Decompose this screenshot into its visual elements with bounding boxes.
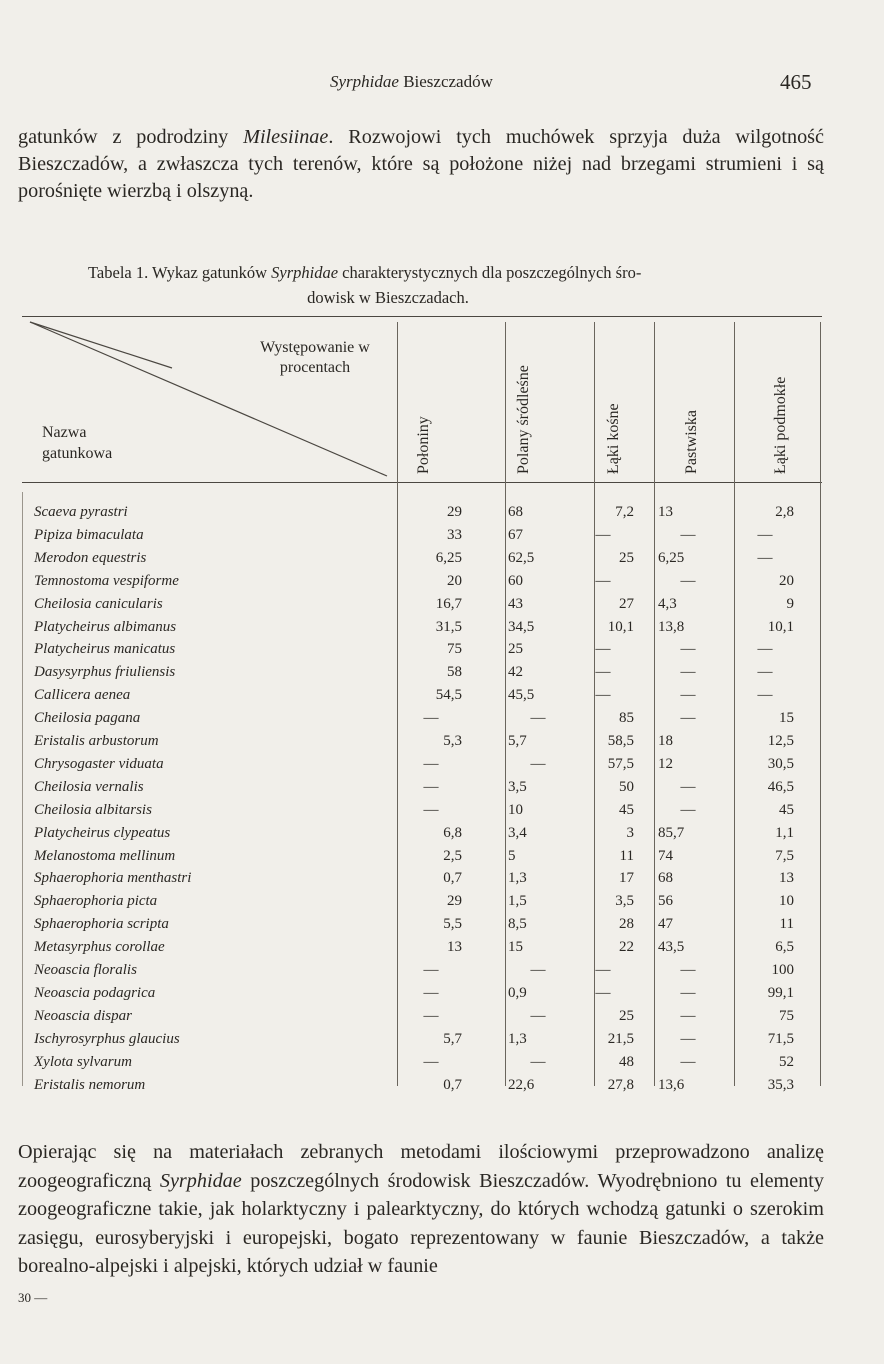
- percentage-cell: —: [680, 962, 696, 978]
- percentage-cell: 85,7: [658, 824, 685, 841]
- percentage-cell: —: [530, 755, 546, 772]
- percentage-cell: 25: [508, 641, 523, 658]
- occurrence-header: Występowanie w procentach: [260, 339, 370, 376]
- percentage-cell: 0,7: [443, 1076, 462, 1093]
- percentage-cell: 6,25: [658, 549, 685, 566]
- table-row: [22, 731, 822, 754]
- table-row: [22, 548, 822, 571]
- species-name: Ischyrosyrphus glaucius: [34, 1030, 180, 1047]
- percentage-cell: 10: [779, 893, 794, 910]
- percentage-cell: —: [680, 664, 696, 681]
- table-header-rule: [22, 482, 822, 483]
- percentage-cell: —: [530, 1053, 546, 1070]
- table-row: [22, 960, 822, 983]
- percentage-cell: 35,3: [767, 1076, 794, 1093]
- percentage-cell: —: [530, 962, 546, 978]
- percentage-cell: 85: [619, 710, 634, 727]
- species-name: Platycheirus clypeatus: [34, 824, 171, 841]
- species-name: Cheilosia pagana: [34, 710, 141, 727]
- percentage-cell: 1,5: [508, 893, 527, 910]
- column-header: Łąki kośne: [605, 403, 622, 474]
- percentage-cell: —: [680, 710, 696, 727]
- percentage-cell: 2,5: [443, 847, 462, 864]
- percentage-cell: —: [423, 755, 439, 772]
- species-name: Neoascia podagrica: [34, 984, 156, 1001]
- table-row: [22, 868, 822, 891]
- percentage-cell: —: [595, 984, 611, 1001]
- percentage-cell: 1,1: [775, 824, 794, 841]
- species-name: Xylota sylvarum: [34, 1053, 132, 1070]
- percentage-cell: 28: [619, 916, 634, 933]
- table-row: [22, 639, 822, 662]
- percentage-cell: —: [595, 664, 611, 681]
- percentage-cell: 74: [658, 847, 673, 864]
- percentage-cell: 10,1: [767, 618, 794, 635]
- table-row: [22, 662, 822, 685]
- signature-mark: 30 —: [18, 1290, 48, 1305]
- percentage-cell: 4,3: [658, 595, 677, 612]
- column-header: Pastwiska: [683, 410, 700, 474]
- species-name: Melanostoma mellinum: [34, 847, 176, 864]
- column-header: Łąki podmokłe: [772, 376, 789, 474]
- percentage-cell: 10: [508, 801, 523, 818]
- table-row: [22, 800, 822, 823]
- percentage-cell: 5,7: [508, 733, 527, 749]
- percentage-cell: —: [680, 1007, 696, 1024]
- percentage-cell: 6,8: [443, 824, 462, 841]
- species-name: Metasyrphus corollae: [34, 939, 165, 956]
- percentage-cell: 5,3: [443, 733, 462, 749]
- paragraph-intro: gatunków z podrodziny Milesiinae. Rozwojowi tych muchówek sprzyja duża wilgotność Bieszczadów, a zwłaszcza tych terenów, które są położone niżej nad brzegami strumieni i są porośnięte wierzbą i olszyną.: [18, 126, 824, 202]
- percentage-cell: 29: [447, 504, 462, 520]
- percentage-cell: —: [595, 641, 611, 658]
- percentage-cell: 43,5: [658, 939, 685, 956]
- percentage-cell: 42: [508, 664, 523, 681]
- percentage-cell: 11: [619, 847, 634, 864]
- percentage-cell: —: [423, 801, 439, 818]
- percentage-cell: 21,5: [607, 1030, 634, 1047]
- percentage-cell: —: [757, 664, 773, 681]
- percentage-cell: 58,5: [607, 733, 634, 749]
- percentage-cell: 5: [508, 847, 516, 864]
- table-row: [22, 937, 822, 960]
- percentage-cell: —: [680, 526, 696, 543]
- table-row: [22, 1006, 822, 1029]
- percentage-cell: 13: [658, 504, 673, 520]
- species-name: Pipiza bimaculata: [34, 526, 144, 543]
- percentage-cell: 10,1: [607, 618, 634, 635]
- species-name: Callicera aenea: [34, 687, 131, 704]
- species-name: Sphaerophoria menthastri: [34, 870, 192, 887]
- percentage-cell: —: [530, 1007, 546, 1024]
- species-name: Chrysogaster viduata: [34, 755, 164, 772]
- species-name: Sphaerophoria scripta: [34, 916, 169, 933]
- percentage-cell: 7,2: [615, 504, 634, 520]
- percentage-cell: 13: [779, 870, 794, 887]
- percentage-cell: 7,5: [775, 847, 794, 864]
- species-name: Eristalis arbustorum: [34, 733, 159, 749]
- percentage-cell: 45,5: [508, 687, 535, 704]
- percentage-cell: 18: [658, 733, 673, 749]
- percentage-cell: —: [680, 1030, 696, 1047]
- percentage-cell: 56: [658, 893, 673, 910]
- species-name: Neoascia dispar: [34, 1007, 132, 1024]
- page-number: 465: [780, 70, 812, 94]
- percentage-cell: 22: [619, 939, 634, 956]
- percentage-cell: 17: [619, 870, 634, 887]
- percentage-cell: 0,7: [443, 870, 462, 887]
- species-name: Eristalis nemorum: [34, 1076, 146, 1093]
- species-name: Dasysyrphus friuliensis: [34, 664, 176, 681]
- percentage-cell: 20: [447, 572, 462, 589]
- name-header: Nazwa gatunkowa: [42, 424, 113, 462]
- percentage-cell: 25: [619, 1007, 634, 1024]
- column-header: Połoniny: [415, 416, 432, 474]
- percentage-cell: 9: [786, 595, 794, 612]
- percentage-cell: 46,5: [767, 778, 794, 795]
- table-row: [22, 823, 822, 846]
- percentage-cell: 58: [447, 664, 462, 681]
- percentage-cell: —: [595, 572, 611, 589]
- percentage-cell: —: [423, 710, 439, 727]
- percentage-cell: 99,1: [767, 984, 794, 1001]
- table-row: [22, 708, 822, 731]
- table-row: [22, 502, 822, 525]
- species-name: Cheilosia vernalis: [34, 778, 144, 795]
- percentage-cell: 33: [447, 526, 462, 543]
- percentage-cell: —: [423, 1053, 439, 1070]
- table-row: [22, 1052, 822, 1075]
- running-title: Syrphidae Bieszczadów: [330, 72, 493, 91]
- table-row: [22, 891, 822, 914]
- percentage-cell: 20: [779, 572, 794, 589]
- percentage-cell: 0,9: [508, 984, 527, 1001]
- percentage-cell: 3,4: [508, 824, 527, 841]
- percentage-cell: 68: [508, 504, 523, 520]
- percentage-cell: 71,5: [767, 1030, 794, 1047]
- percentage-cell: 57,5: [607, 755, 634, 772]
- table-row: [22, 571, 822, 594]
- table-row: [22, 685, 822, 708]
- percentage-cell: —: [680, 801, 696, 818]
- percentage-cell: 31,5: [435, 618, 462, 635]
- percentage-cell: —: [757, 641, 773, 658]
- percentage-cell: —: [595, 526, 611, 543]
- percentage-cell: —: [757, 549, 773, 566]
- species-table: [22, 316, 822, 1093]
- species-name: Sphaerophoria picta: [34, 893, 158, 910]
- percentage-cell: 45: [779, 801, 794, 818]
- percentage-cell: 68: [658, 870, 673, 887]
- percentage-cell: 52: [779, 1053, 794, 1070]
- table-row: [22, 525, 822, 548]
- percentage-cell: 3,5: [615, 893, 634, 910]
- percentage-cell: 12,5: [767, 733, 794, 749]
- percentage-cell: 1,3: [508, 1030, 527, 1047]
- percentage-cell: 62,5: [508, 549, 535, 566]
- table-row: [22, 594, 822, 617]
- percentage-cell: 8,5: [508, 916, 527, 933]
- percentage-cell: 27,8: [607, 1076, 634, 1093]
- species-name: Merodon equestris: [34, 549, 147, 566]
- percentage-cell: 60: [508, 572, 523, 589]
- table-caption: Tabela 1. Wykaz gatunków Syrphidae charakterystycznych dla poszczególnych śro- dowisk w Bieszczadach.: [88, 263, 642, 307]
- table-row: [22, 914, 822, 937]
- percentage-cell: 100: [771, 962, 794, 978]
- running-header: [0, 72, 884, 100]
- percentage-cell: 16,7: [435, 595, 462, 612]
- table-row: [22, 983, 822, 1006]
- percentage-cell: 5,7: [443, 1030, 462, 1047]
- percentage-cell: 54,5: [435, 687, 462, 704]
- percentage-cell: 47: [658, 916, 673, 933]
- percentage-cell: 15: [779, 710, 794, 727]
- percentage-cell: 11: [779, 916, 794, 933]
- percentage-cell: 75: [447, 641, 462, 658]
- paragraph-analysis: Opierając się na materiałach zebranych metodami ilościowymi przeprowadzono analizę zoogeograficzną Syrphidae poszczególnych środowisk Bieszczadów. Wyodrębniono tu elementy zoogeograficzne takie, jak holarktyczny i palearktyczny, do których wchodzą gatunki o szerokim zasięgu, eurosyberyjski i europejski, bogato reprezentowany w faunie Bieszczadów, a także borealno-alpejski i alpejski, których udział w faunie: [18, 1141, 824, 1277]
- species-name: Cheilosia albitarsis: [34, 801, 152, 818]
- table-row: [22, 777, 822, 800]
- percentage-cell: 5,5: [443, 916, 462, 933]
- table-row: [22, 754, 822, 777]
- percentage-cell: 6,5: [775, 939, 794, 956]
- percentage-cell: 30,5: [767, 755, 794, 772]
- percentage-cell: 27: [619, 595, 634, 612]
- percentage-cell: 13,8: [658, 618, 685, 635]
- percentage-cell: 34,5: [508, 618, 535, 635]
- percentage-cell: —: [423, 962, 439, 978]
- species-name: Platycheirus manicatus: [34, 641, 176, 658]
- percentage-cell: —: [595, 687, 611, 704]
- percentage-cell: 67: [508, 526, 523, 543]
- percentage-cell: 15: [508, 939, 523, 956]
- percentage-cell: 25: [619, 549, 634, 566]
- table-row: [22, 846, 822, 869]
- percentage-cell: 45: [619, 801, 634, 818]
- percentage-cell: 75: [779, 1007, 794, 1024]
- percentage-cell: —: [423, 984, 439, 1001]
- percentage-cell: —: [423, 1007, 439, 1024]
- column-header: Polany śródleśne: [515, 365, 532, 474]
- percentage-cell: —: [757, 526, 773, 543]
- percentage-cell: 13,6: [658, 1076, 685, 1093]
- species-name: Temnostoma vespiforme: [34, 572, 179, 589]
- percentage-cell: 2,8: [775, 504, 794, 520]
- percentage-cell: —: [680, 984, 696, 1001]
- percentage-cell: 13: [447, 939, 462, 956]
- percentage-cell: 43: [508, 595, 523, 612]
- percentage-cell: —: [680, 778, 696, 795]
- percentage-cell: 50: [619, 778, 634, 795]
- percentage-cell: —: [423, 778, 439, 795]
- table-row: [22, 1029, 822, 1052]
- table-row: [22, 1075, 822, 1098]
- percentage-cell: 12: [658, 755, 673, 772]
- species-name: Scaeva pyrastri: [34, 504, 128, 520]
- percentage-cell: —: [680, 572, 696, 589]
- percentage-cell: 48: [619, 1053, 634, 1070]
- percentage-cell: —: [680, 687, 696, 704]
- percentage-cell: 29: [447, 893, 462, 910]
- percentage-cell: 3,5: [508, 778, 527, 795]
- percentage-cell: —: [680, 1053, 696, 1070]
- percentage-cell: 1,3: [508, 870, 527, 887]
- species-name: Cheilosia canicularis: [34, 595, 163, 612]
- percentage-cell: —: [530, 710, 546, 727]
- percentage-cell: —: [680, 641, 696, 658]
- species-name: Platycheirus albimanus: [34, 618, 177, 635]
- percentage-cell: 3: [626, 824, 634, 841]
- table-row: [22, 617, 822, 640]
- percentage-cell: 6,25: [435, 549, 462, 566]
- species-name: Neoascia floralis: [34, 962, 137, 978]
- percentage-cell: —: [757, 687, 773, 704]
- percentage-cell: 22,6: [508, 1076, 535, 1093]
- percentage-cell: —: [595, 962, 611, 978]
